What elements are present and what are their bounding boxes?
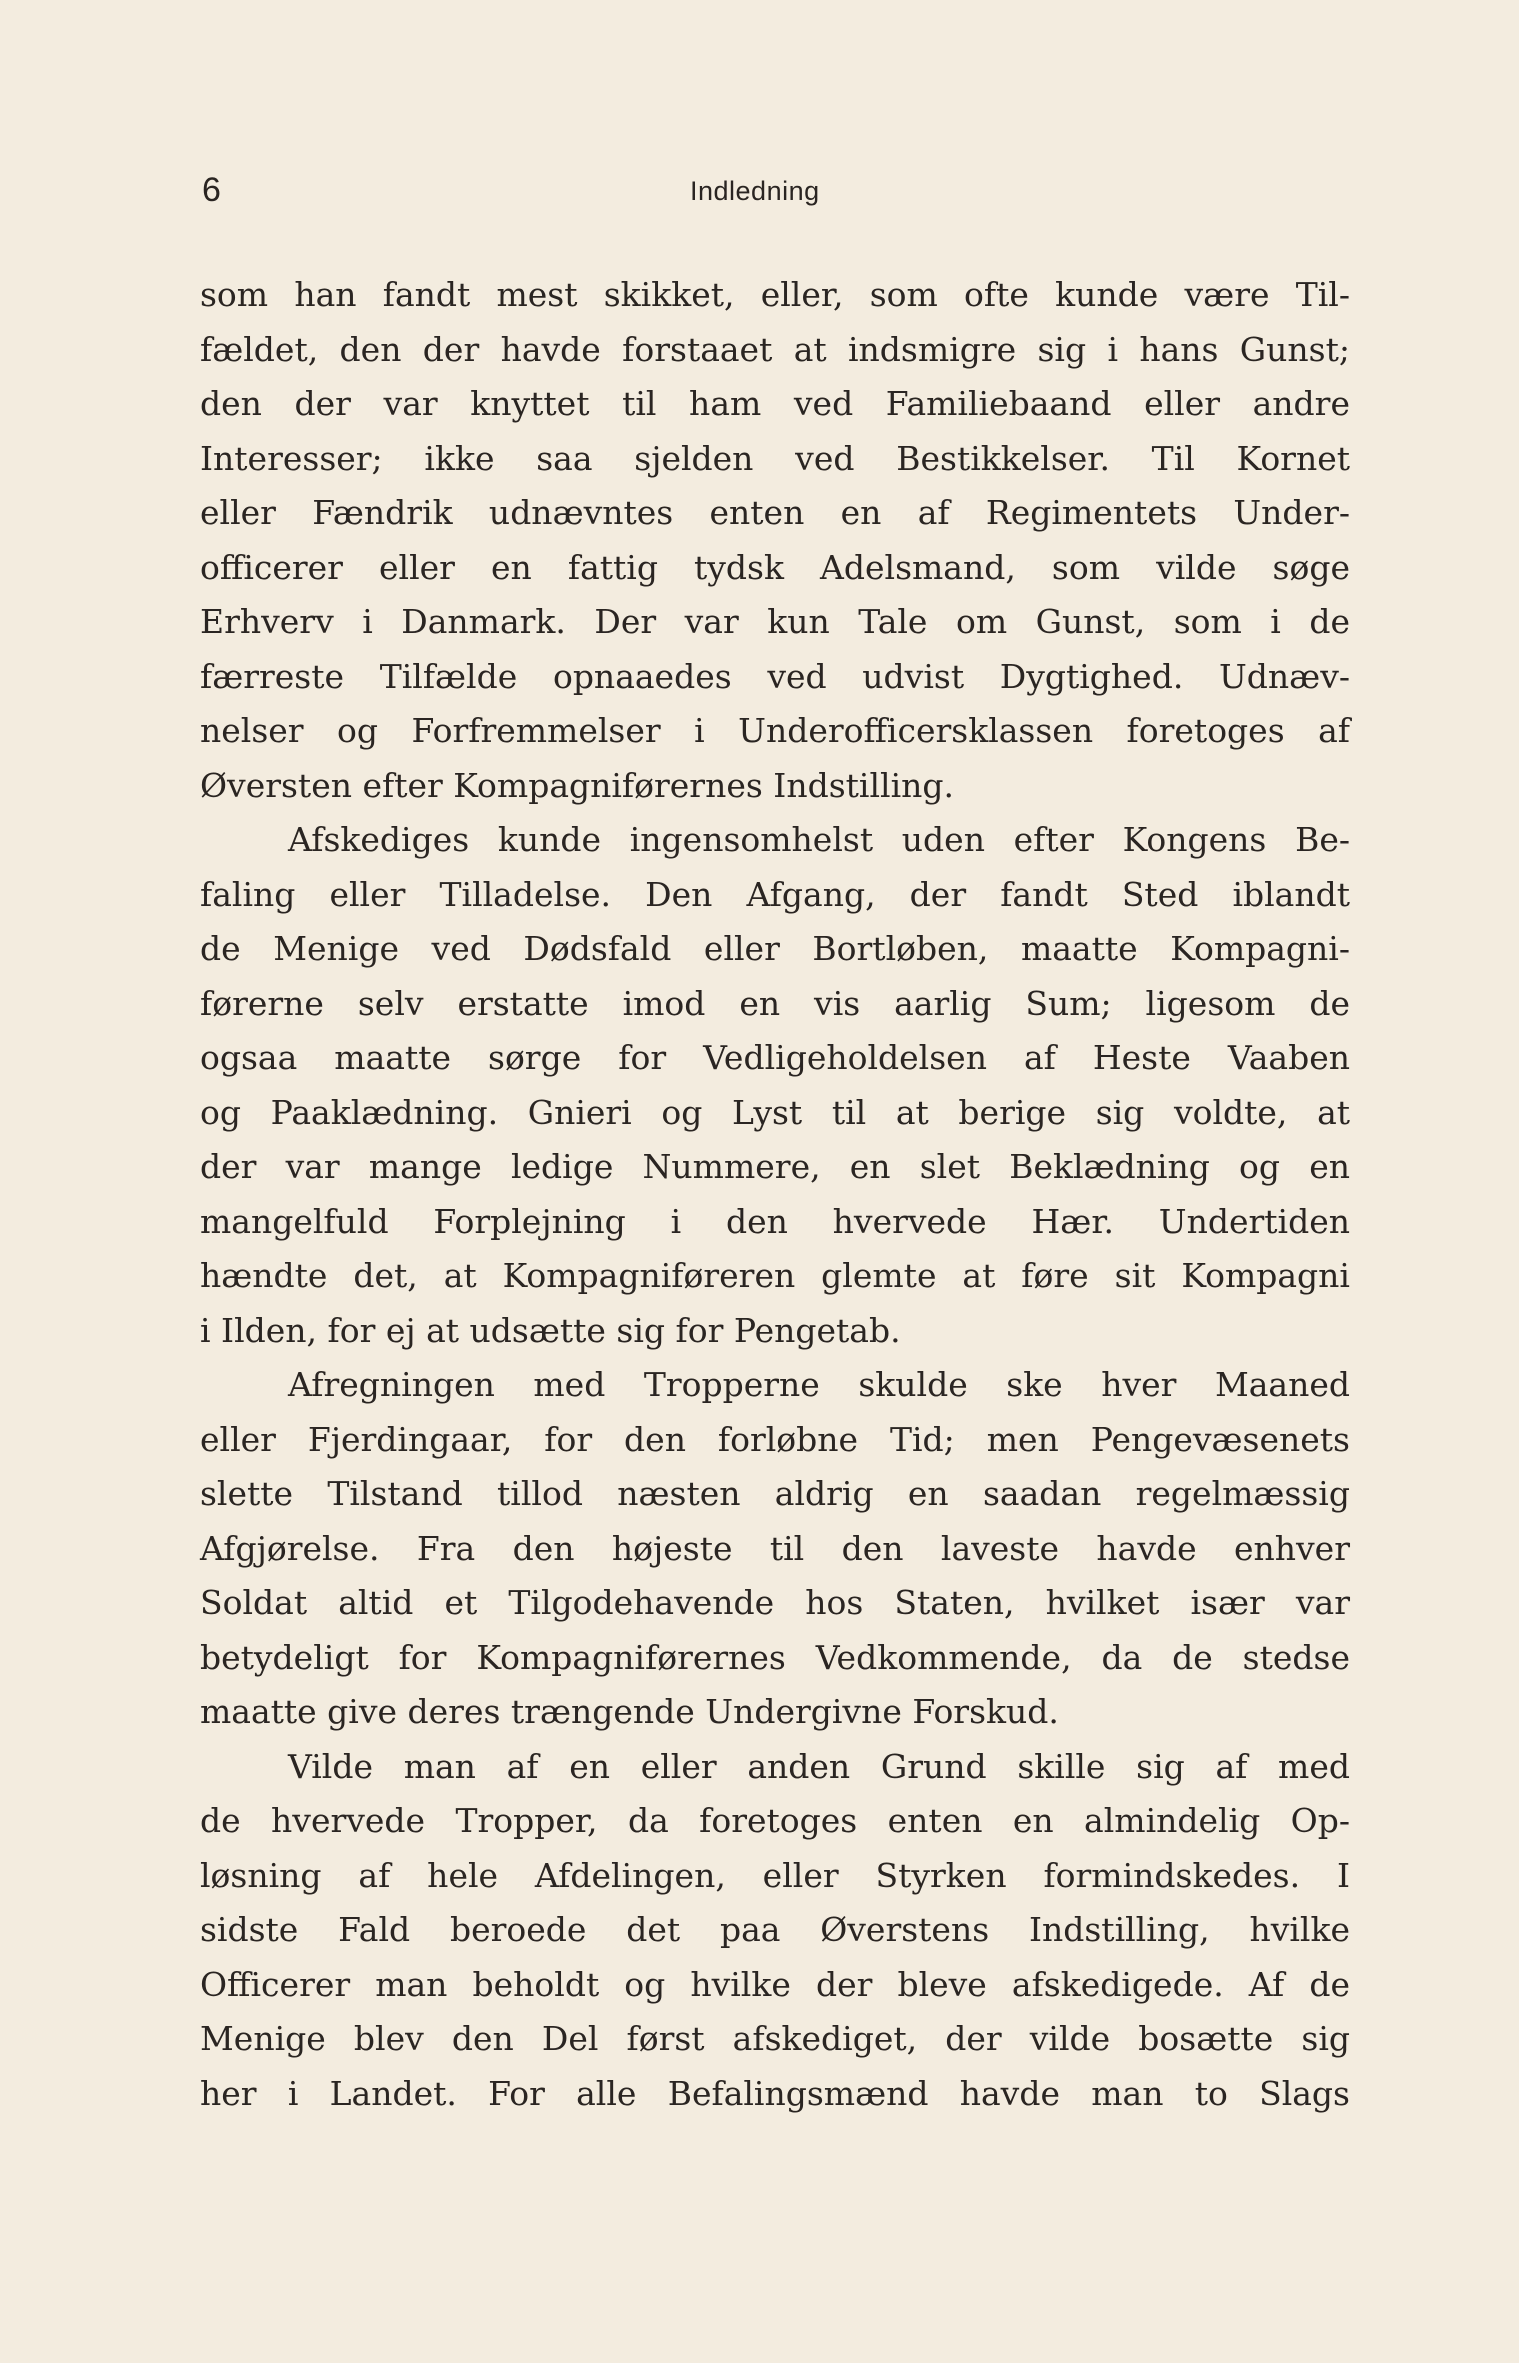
text-line: Øversten efter Kompagniførernes Indstilling. [200, 765, 954, 805]
text-line: førerne selv erstatte imod en vis aarlig Sum; ligesom de [200, 983, 1350, 1023]
text-line: Menige blev den Del først afskediget, der vilde bosætte sig [200, 2019, 1350, 2058]
body-text [200, 268, 1350, 2121]
text-line: som han fandt mest skikket, eller, som ofte kunde være Til- [200, 275, 1350, 314]
text-line: Afgjørelse. Fra den højeste til den laveste havde enhver [200, 1528, 1350, 1568]
text-line: ogsaa maatte sørge for Vedligeholdelsen af Heste Vaaben [200, 1038, 1350, 1077]
text-line: eller Fændrik udnævntes enten en af Regimentets Under- [200, 493, 1350, 532]
text-line: mangelfuld Forplejning i den hvervede Hær. Undertiden [200, 1201, 1350, 1241]
text-line: sidste Fald beroede det paa Øverstens Indstilling, hvilke [200, 1910, 1350, 1949]
text-line: Vilde man af en eller anden Grund skille sig af med [288, 1746, 1350, 1786]
text-line: den der var knyttet til ham ved Familiebaand eller andre [200, 384, 1350, 423]
text-line: Afskediges kunde ingensomhelst uden efter Kongens Be- [288, 820, 1350, 859]
text-line: der var mange ledige Nummere, en slet Beklædning og en [200, 1147, 1350, 1186]
text-line: faling eller Tilladelse. Den Afgang, der fandt Sted iblandt [200, 874, 1350, 914]
text-line: betydeligt for Kompagniførernes Vedkommende, da de stedse [200, 1637, 1350, 1677]
text-line: slette Tilstand tillod næsten aldrig en saadan regelmæssig [200, 1474, 1350, 1513]
text-line: Afregningen med Tropperne skulde ske hver Maaned [288, 1365, 1350, 1404]
page-number: 6 [202, 171, 221, 209]
text-line: officerer eller en fattig tydsk Adelsmand, som vilde søge [200, 547, 1350, 587]
text-line: Soldat altid et Tilgodehavende hos Staten, hvilket især var [200, 1583, 1350, 1622]
text-line: og Paaklædning. Gnieri og Lyst til at berige sig voldte, at [200, 1092, 1350, 1132]
text-line: maatte give deres trængende Undergivne Forskud. [200, 1692, 1059, 1731]
running-head: Indledning [690, 176, 820, 206]
text-line: Erhverv i Danmark. Der var kun Tale om Gunst, som i de [200, 602, 1350, 641]
text-line: de Menige ved Dødsfald eller Bortløben, maatte Kompagni- [200, 929, 1350, 968]
text-line: færreste Tilfælde opnaaedes ved udvist Dygtighed. Udnæv- [200, 656, 1350, 696]
text-line: løsning af hele Afdelingen, eller Styrken formindskedes. I [200, 1855, 1350, 1895]
text-line: her i Landet. For alle Befalingsmænd havde man to Slags [200, 2073, 1350, 2113]
text-line: hændte det, at Kompagniføreren glemte at føre sit Kompagni [200, 1256, 1350, 1295]
text-line: i Ilden, for ej at udsætte sig for Pengetab. [200, 1310, 901, 1350]
text-line: nelser og Forfremmelser i Underofficersklassen foretoges af [200, 711, 1350, 750]
text-line: fældet, den der havde forstaaet at indsmigre sig i hans Gunst; [200, 329, 1350, 369]
text-line: de hvervede Tropper, da foretoges enten en almindelig Op- [200, 1801, 1350, 1840]
text-line: Interesser; ikke saa sjelden ved Bestikkelser. Til Kornet [200, 438, 1350, 478]
text-line: Officerer man beholdt og hvilke der bleve afskedigede. Af de [200, 1964, 1350, 2004]
text-line: eller Fjerdingaar, for den forløbne Tid; men Pengevæsenets [200, 1419, 1350, 1459]
